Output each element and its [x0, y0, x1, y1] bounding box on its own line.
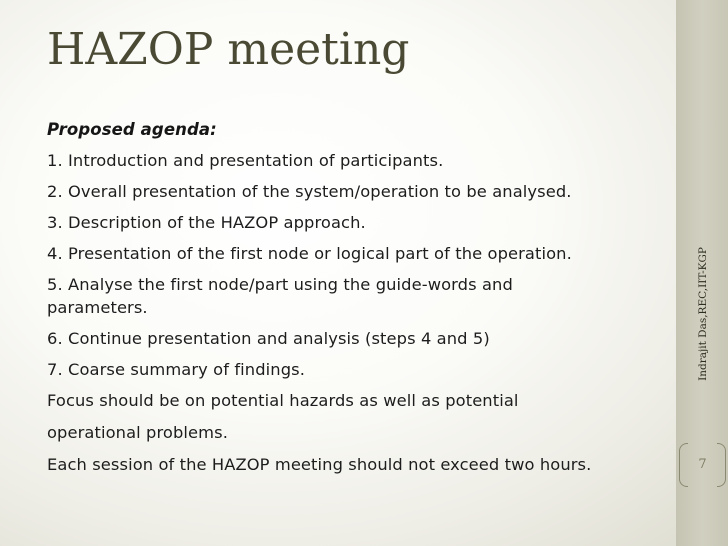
slide-title: HAZOP meeting: [47, 24, 410, 75]
page-number-badge: [679, 443, 726, 487]
footer-credit: Indrajit Das,REC,IIT-KGP: [697, 247, 709, 381]
agenda-item-5: 5. Analyse the first node/part using the guide-words and parameters.: [47, 275, 513, 317]
agenda-heading: Proposed agenda:: [47, 120, 217, 139]
session-note: Each session of the HAZOP meeting should not exceed two hours.: [47, 455, 592, 474]
agenda-item-4: 4. Presentation of the first node or logical part of the operation.: [47, 244, 572, 263]
agenda-item-2: 2. Overall presentation of the system/operation to be analysed.: [47, 182, 572, 201]
slide-body: [47, 114, 647, 476]
agenda-item-6: 6. Continue presentation and analysis (steps 4 and 5): [47, 329, 490, 348]
page-number: 7: [698, 457, 707, 472]
agenda-item-7: 7. Coarse summary of findings.: [47, 360, 305, 379]
agenda-item-1: 1. Introduction and presentation of participants.: [47, 151, 444, 170]
focus-note: Focus should be on potential hazards as well as potential operational problems.: [47, 391, 519, 442]
agenda-item-3: 3. Description of the HAZOP approach.: [47, 213, 366, 232]
